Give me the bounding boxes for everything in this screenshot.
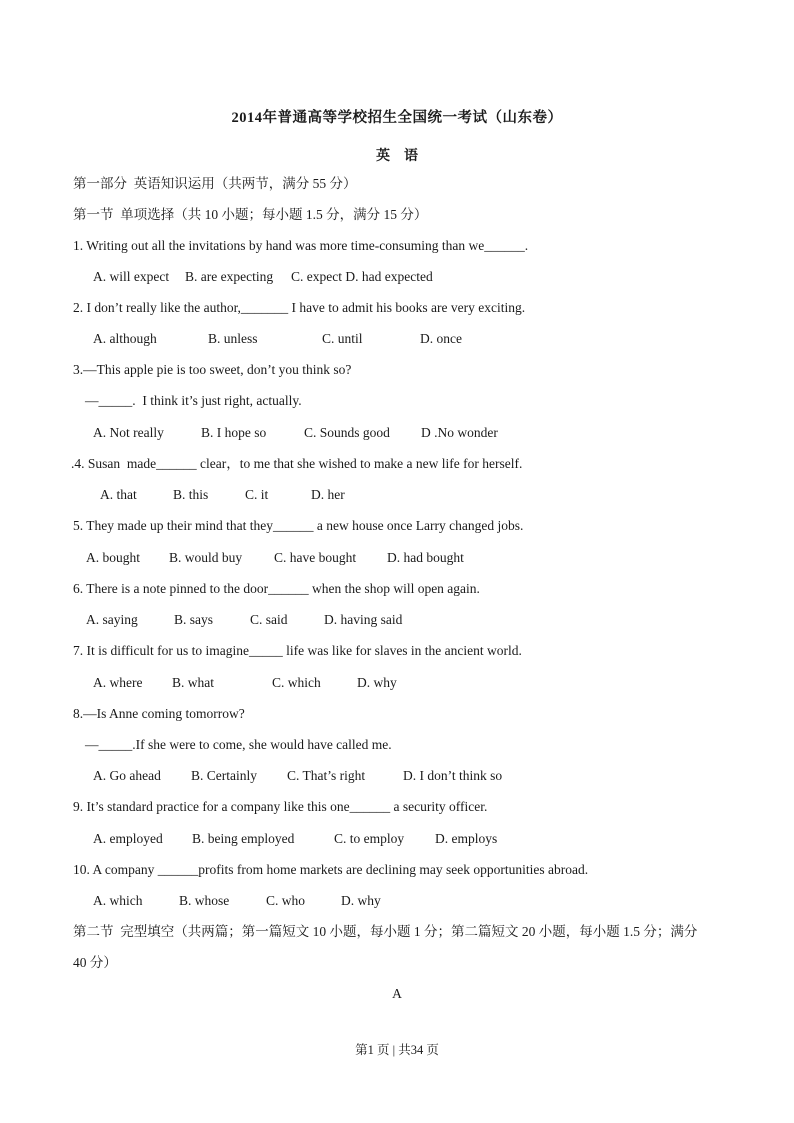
question-7-options (93, 674, 713, 692)
question-8-options (93, 767, 713, 785)
question-3-options (93, 424, 713, 442)
question-5-options (86, 549, 706, 567)
question-6-option-c: C. said (250, 612, 288, 627)
question-2-option-b: B. unless (208, 331, 258, 346)
question-1-option-c: C. expect D. had expected (291, 269, 433, 284)
question-5-option-b: B. would buy (169, 550, 243, 565)
question-9-options (93, 830, 713, 848)
question-6-option-d: D. having said (324, 612, 403, 627)
question-5-option-c: C. have bought (274, 550, 357, 565)
question-10-option-d: D. why (341, 893, 381, 908)
question-1-option-b: B. are expecting (185, 269, 274, 284)
section1-heading: 第一节 单项选择（共 10 小题；每小题 1.5 分，满分 15 分） (73, 207, 428, 222)
question-1-options (93, 268, 713, 286)
question-9-stem: 9. It’s standard practice for a company like this one______ a security officer. (73, 799, 488, 814)
question-6-option-b: B. says (174, 612, 214, 627)
question-3-option-c: C. Sounds good (304, 425, 390, 440)
question-3-reply: —_____. I think it’s just right, actually. (85, 393, 302, 408)
question-4-option-b: B. this (173, 487, 209, 502)
question-7-option-c: C. which (272, 675, 321, 690)
question-8-option-b: B. Certainly (191, 768, 257, 783)
question-10-option-c: C. who (266, 893, 306, 908)
page-indicator: 第1 页 | 共34 页 (355, 1043, 439, 1057)
question-2-option-c: C. until (322, 331, 363, 346)
question-8-option-d: D. I don’t think so (403, 768, 503, 783)
question-8-stem: 8.—Is Anne coming tomorrow? (73, 706, 245, 721)
question-1-option-a: A. will expect (93, 269, 170, 284)
section2-heading-continued: 40 分） (73, 955, 117, 970)
question-4-option-c: C. it (245, 487, 269, 502)
question-4-stem: .4. Susan made______ clear，to me that she wished to make a new life for herself. (71, 456, 523, 471)
question-4-option-a: A. that (100, 487, 137, 502)
question-9-option-c: C. to employ (334, 831, 405, 846)
question-1-stem: 1. Writing out all the invitations by hand was more time-consuming than we______. (73, 238, 529, 253)
question-7-option-d: D. why (357, 675, 397, 690)
question-6-option-a: A. saying (86, 612, 138, 627)
subject-heading: 英语 (376, 149, 432, 164)
question-7-option-b: B. what (172, 675, 214, 690)
question-8-option-c: C. That’s right (287, 768, 366, 783)
question-9-option-d: D. employs (435, 831, 498, 846)
question-6-options (86, 611, 706, 629)
question-2-stem: 2. I don’t really like the author,_______ I have to admit his books are very exciting. (73, 300, 526, 315)
question-2-option-a: A. although (93, 331, 157, 346)
question-4-options (100, 486, 720, 504)
question-8-reply: —_____.If she were to come, she would have called me. (85, 737, 392, 752)
question-4-option-d: D. her (311, 487, 345, 502)
question-3-option-a: A. Not really (93, 425, 164, 440)
exam-title: 2014年普通高等学校招生全国统一考试（山东卷） (231, 110, 563, 126)
section2-heading: 第二节 完型填空（共两篇；第一篇短文 10 小题，每小题 1 分；第二篇短文 20 小题，每小题 1.5 分；满分 (73, 924, 698, 939)
question-3-option-b: B. I hope so (201, 425, 267, 440)
question-2-options (93, 330, 713, 348)
question-9-option-b: B. being employed (192, 831, 295, 846)
question-7-stem: 7. It is difficult for us to imagine_____ life was like for slaves in the ancient world. (73, 643, 522, 658)
question-10-stem: 10. A company ______profits from home markets are declining may seek opportunities abroad. (73, 862, 589, 877)
question-10-option-a: A. which (93, 893, 143, 908)
question-6-stem: 6. There is a note pinned to the door______ when the shop will open again. (73, 581, 480, 596)
question-3-option-d: D .No wonder (421, 425, 498, 440)
question-5-stem: 5. They made up their mind that they______ a new house once Larry changed jobs. (73, 518, 524, 533)
question-5-option-a: A. bought (86, 550, 140, 565)
question-10-options (93, 892, 713, 910)
question-8-option-a: A. Go ahead (93, 768, 161, 783)
question-3-stem: 3.—This apple pie is too sweet, don’t you think so? (73, 362, 352, 377)
question-7-option-a: A. where (93, 675, 143, 690)
question-9-option-a: A. employed (93, 831, 163, 846)
question-5-option-d: D. had bought (387, 550, 464, 565)
passage-label: A (392, 986, 402, 1001)
question-2-option-d: D. once (420, 331, 462, 346)
part1-heading: 第一部分 英语知识运用（共两节，满分 55 分） (73, 176, 357, 191)
question-10-option-b: B. whose (179, 893, 230, 908)
